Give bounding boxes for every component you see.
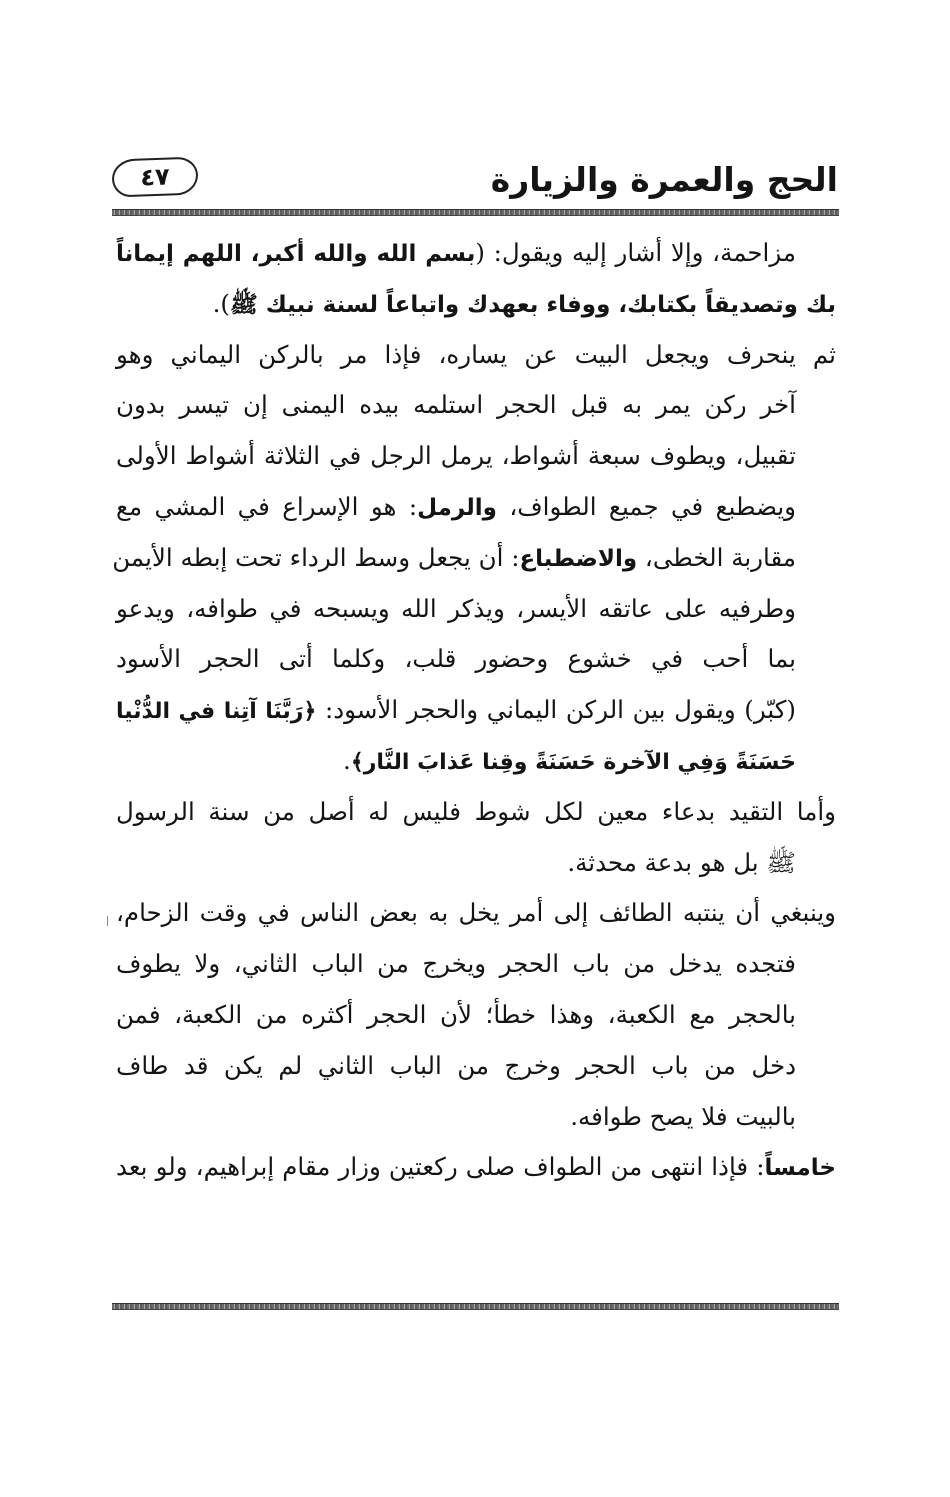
page-header [112,150,838,210]
page-number: ٤٧ [139,162,171,192]
text-line: دخل من باب الحجر وخرج من الباب الثاني لم يكن قد طاف [116,1050,796,1080]
text-line: فتجده يدخل من باب الحجر ويخرج من الباب الثاني، ولا يطوف [116,949,796,979]
text-run: : هو الإسراع في المشي مع [116,491,418,521]
text-line [112,533,836,584]
text-line: آخر ركن يمر به قبل الحجر استلمه بيده اليمنى إن تيسر بدون [116,390,796,420]
running-title: الحج والعمرة والزيارة [490,160,838,199]
term-bold: والرمل [417,494,497,521]
text-line [116,228,836,279]
page-number-badge [111,157,198,198]
text-line [116,482,836,533]
bold-phrase: بسم الله والله أكبر، اللهم إيماناً [116,241,476,267]
text-run: مقاربة الخطى، [637,542,796,572]
text-line: بالبيت فلا يصح طوافه. [570,1101,796,1131]
text-run: : فإذا انتهى من الطواف صلى ركعتين وزار مقام إبراهيم، ولو بعد [116,1152,765,1182]
text-line: وطرفيه على عاتقه الأيسر، ويذكر الله ويسبحه في طوافه، ويدعو [116,593,796,623]
text-line [116,1142,836,1193]
text-run: ). [212,288,230,318]
text-run: : أن يجعل وسط الرداء تحت إبطه الأيمن [112,542,520,572]
quran-verse: حَسَنَةً وَفِي الآخرة حَسَنَةً وقِنا عَذابَ النَّار﴾ [350,749,796,775]
text-line: تقبيل، ويطوف سبعة أشواط، يرمل الرجل في الثلاثة أشواط الأولى [116,441,796,471]
text-run: ويضطبع في جميع الطواف، [496,491,797,521]
text-run: مزاحمة، وإلا أشار إليه ويقول: ( [475,238,796,267]
bold-phrase: بك وتصديقاً بكتابك، ووفاء بعهدك واتباعاً لسنة نبيك ﷺ [229,291,836,318]
text-line: وأما التقيد بدعاء معين لكل شوط فليس له أصل من سنة الرسول [116,796,836,826]
text-line: ﷺ بل هو بدعة محدثة. [567,847,796,877]
text-line [116,279,836,330]
text-line [116,685,836,736]
term-bold: خامساً [764,1155,836,1182]
text-line: بما أحب في خشوع وحضور قلب، وكلما أتى الحجر الأسود [116,644,796,674]
text-run: (كبّر) ويقول بين الركن اليماني والحجر الأسود: [316,695,796,725]
term-bold: والاضطباع [519,545,638,572]
footer-rule [112,1303,839,1310]
margin-mark [107,916,108,926]
body-text [112,228,836,1193]
text-line: بالحجر مع الكعبة، وهذا خطأ؛ لأن الحجر أكثره من الكعبة، فمن [116,999,796,1029]
text-line: وينبغي أن ينتبه الطائف إلى أمر يخل به بعض الناس في وقت الزحام، [116,898,836,928]
text-run: . [343,745,351,775]
header-rule [112,209,839,216]
quran-verse: ﴿رَبَّنَا آتِنا في الدُّنْيا [116,699,317,725]
text-line: ثم ينحرف ويجعل البيت عن يساره، فإذا مر بالركن اليماني وهو [116,339,836,369]
text-line [116,736,836,787]
